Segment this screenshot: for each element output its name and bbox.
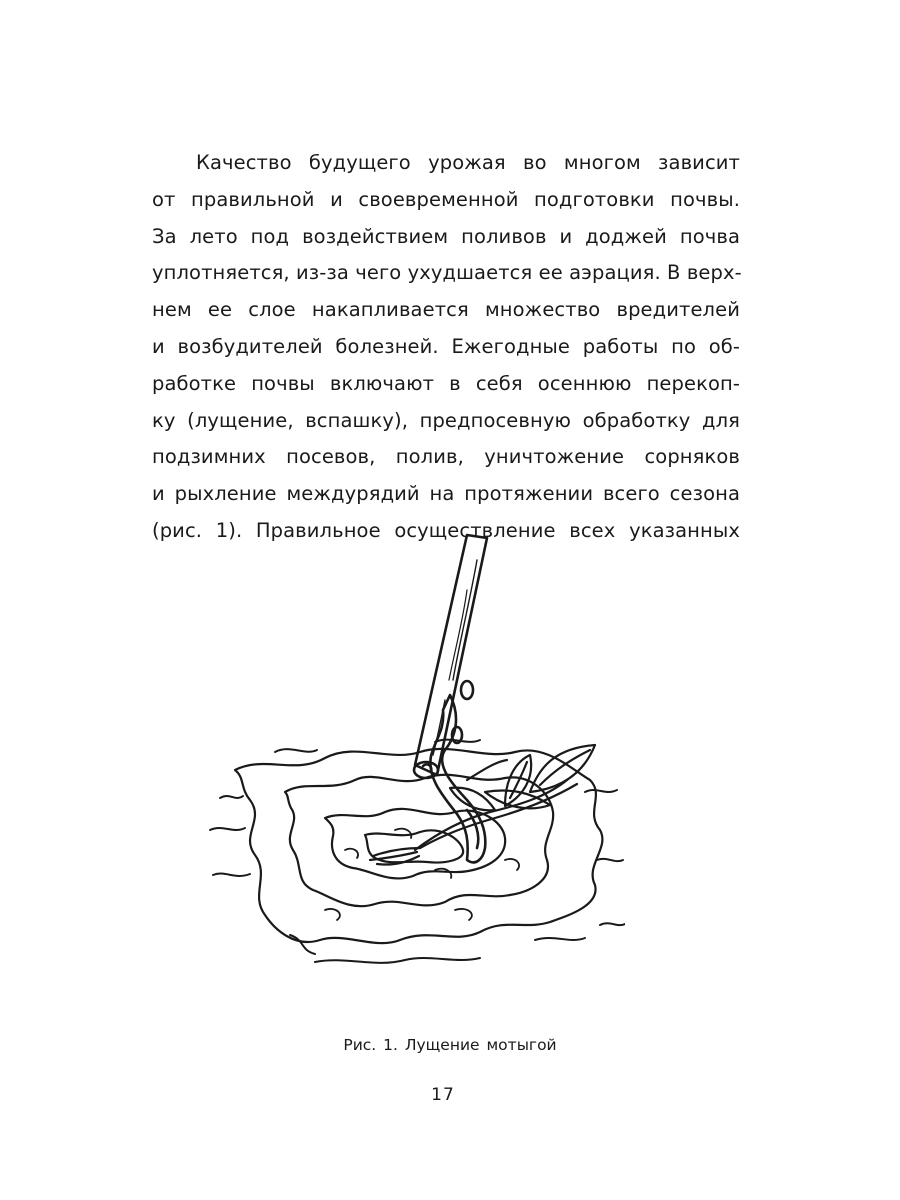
- body-paragraph: [152, 145, 740, 550]
- text-line: (рис. 1). Правильное осуществление всех указанных: [152, 518, 740, 542]
- text-line: и возбудителей болезней. Ежегодные работы по об-: [152, 334, 740, 358]
- weed-plant: [370, 745, 595, 865]
- text-line: Качество будущего урожая во многом зависит: [196, 151, 740, 174]
- figure-caption: Рис. 1. Лущение мотыгой: [343, 1036, 557, 1054]
- text-line: работке почвы включают в себя осеннюю перекоп-: [152, 371, 740, 395]
- text-line: и рыхление междурядий на протяжении всего сезона: [152, 482, 740, 506]
- hoe-in-soil-illustration: [205, 530, 625, 990]
- text-line: нем ее слое накапливается множество вредителей: [152, 298, 740, 322]
- page-number: 17: [431, 1085, 455, 1105]
- text-line: За лето под воздействием поливов и доджей почва: [152, 224, 740, 248]
- text-line: уплотняется, из-за чего ухудшается ее аэрация. В верх-: [152, 261, 742, 285]
- text-line: от правильной и своевременной подготовки почвы.: [152, 187, 740, 211]
- text-line: ку (лущение, вспашку), предпосевную обработку для: [152, 408, 740, 432]
- text-line: подзимних посевов, полив, уничтожение сорняков: [152, 445, 740, 469]
